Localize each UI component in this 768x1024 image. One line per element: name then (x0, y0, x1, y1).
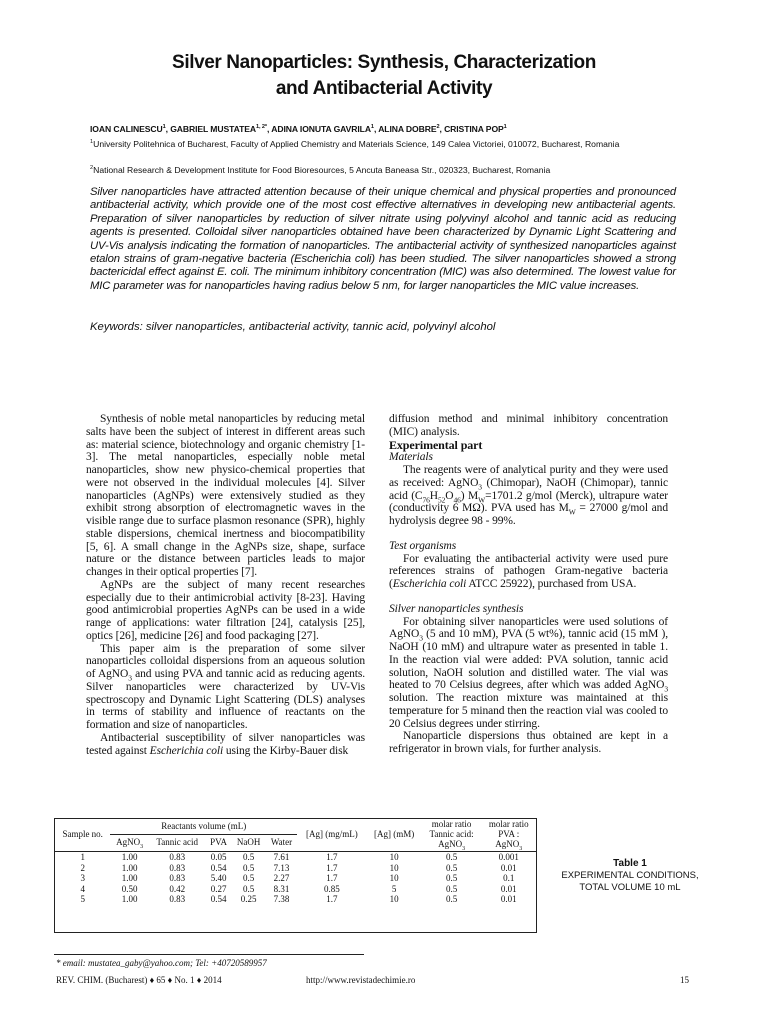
materials-t5: ) M (460, 489, 479, 502)
test-t2: ATCC 25922), purchased from USA. (466, 578, 637, 590)
right-column (389, 413, 668, 756)
ratio-tannic-l1: molar ratio (431, 819, 472, 829)
table-cell: 1.00 (121, 852, 138, 862)
table-caption (548, 858, 712, 894)
table-cell: 10 (389, 894, 399, 904)
intro-paragraph-3 (86, 643, 365, 732)
table-row (55, 852, 536, 863)
table-cell: 1.7 (326, 894, 338, 904)
agno3-label: AgNO (116, 836, 141, 847)
author-2-affil: 1, 2* (255, 124, 267, 131)
th-ratio-tannic (422, 819, 482, 852)
table-cell: 0.1 (503, 873, 515, 883)
ratio-pva-l1: molar ratio (488, 819, 529, 829)
author-5: CRISTINA POP (444, 124, 504, 134)
table-row (55, 863, 536, 874)
ratio-pva-sub: 3 (519, 845, 523, 852)
intro-paragraph-2: AgNPs are the subject of many recent researches especially due to their antimicrobial activity [8-23]. Having good antimicrobial properties AgNPs can be used in a wide range of applications: water filtration [24], catalysis [25], optics [26], medicine [26] and food packaging [27]. (86, 578, 365, 642)
materials-s5: W (478, 494, 486, 504)
synth-t2: (5 and 10 mM), PVA (5 wt%), tannic acid (15 mM ), NaOH (10 mM) and ultrapure water as presented in table 1. In the reaction vial were added: PVA solution, tannic acid solution, NaOH solution and distilled water. The vial was heated to 70 Celsius degrees, after which was added AgNO (389, 628, 668, 692)
title-line-1: Silver Nanoparticles: Synthesis, Characterization (172, 52, 596, 73)
table-cell: 0.5 (243, 873, 255, 883)
synth-t3: solution. The reaction mixture was maintained at this temperature for 5 minand then the reaction vial was cooled to 20 Celsius degrees under stirring. (389, 692, 668, 730)
table-body (55, 852, 536, 905)
paper-title (0, 50, 768, 102)
synthesis-paragraph-2: Nanoparticle dispersions thus obtained are kept in a refrigerator in brown vials, for further analysis. (389, 730, 668, 755)
ratio-pva-l2: PVA : (498, 829, 520, 839)
table-cell: 7.13 (273, 862, 290, 873)
table-cell: 1.00 (121, 873, 138, 883)
synthesis-heading: Silver nanoparticles synthesis (389, 602, 524, 615)
table-cell: 1.7 (326, 873, 338, 883)
affiliation-1 (90, 138, 710, 150)
table-cell: 0.01 (500, 862, 517, 873)
table-row (55, 873, 536, 884)
ratio-pva-l3: AgNO (495, 839, 520, 849)
footnote-rule (54, 954, 364, 955)
table-row (55, 884, 536, 895)
materials-t6: =1701.2 g/mol (Merck), ultrapure water (conductivity 6 MΩ). PVA used has M (389, 489, 668, 515)
table-cell: 1.7 (326, 862, 338, 873)
table-cell: 2 (80, 862, 85, 873)
p4-species: Escherichia coli (149, 744, 224, 757)
p4-text-b: using the Kirby-Bauer disk (223, 744, 349, 757)
table-cell: 5 (391, 883, 397, 894)
keywords: Keywords: silver nanoparticles, antibacterial activity, tannic acid, polyvinyl alcohol (90, 321, 496, 333)
affiliation-1-mark: 1 (90, 139, 94, 146)
th-pva: PVA (210, 836, 227, 847)
table-cell: 0.5 (243, 862, 255, 873)
synth-s2: 3 (664, 684, 668, 694)
ratio-tannic-sub: 3 (462, 845, 466, 852)
agno3-sub: 3 (140, 843, 144, 850)
table-cell: 0.5 (445, 894, 458, 904)
synthesis-paragraph-1 (389, 616, 668, 731)
materials-paragraph (389, 464, 668, 528)
author-3-affil: 1 (370, 124, 374, 131)
table-cell: 10 (389, 873, 399, 883)
table-cell: 1 (80, 852, 85, 862)
footnote: * email: mustatea_gaby@yahoo.com; Tel: +40720589957 (56, 958, 267, 968)
materials-t1: The reagents were of analytical purity and they were used as received: AgNO (389, 464, 668, 489)
affiliation-2-text: National Research & Development Institute for Food Bioresources, 5 Ancuta Baneasa Str., 020323, Bucharest, Romania (93, 165, 551, 175)
table-cell: 0.01 (500, 883, 517, 894)
table-cell: 7.61 (273, 852, 290, 862)
materials-s3: 52 (438, 494, 446, 504)
table-cell: 0.42 (169, 883, 186, 894)
table-cell: 1.7 (326, 852, 338, 862)
data-table (55, 819, 536, 905)
left-column (86, 413, 365, 757)
p3-text-a: This paper aim is the preparation of some silver nanoparticles colloidal dispersions from an aqueous solution of AgNO (86, 642, 365, 680)
p3-text-b: and using PVA and tannic acid as reducing agents. Silver nanoparticles were characterized by UV-Vis spectroscopy and Dynamic Light Scattering (DLS) analyses in terms of stability and influence of reactants on the formation and size of nanoparticles. (86, 668, 365, 731)
table-cell: 0.5 (445, 862, 458, 873)
th-agno3 (110, 834, 148, 849)
table-cell: 1.00 (121, 862, 138, 873)
materials-s6: W (568, 507, 576, 517)
table-cell: 8.31 (273, 883, 290, 894)
journal-url[interactable]: http://www.revistadechimie.ro (306, 975, 416, 985)
materials-t3: H (429, 489, 439, 502)
experimental-heading: Experimental part (389, 437, 483, 452)
table-cell: 0.01 (500, 894, 517, 904)
table-cell: 0.05 (210, 852, 227, 862)
page-number: 15 (680, 975, 689, 985)
affiliation-2-mark: 2 (90, 165, 94, 172)
author-4-affil: 2 (436, 124, 440, 131)
th-water: Water (270, 836, 293, 847)
table-cell: 0.5 (445, 873, 458, 883)
table-cell: 0.54 (210, 862, 227, 873)
author-1: IOAN CALINESCU (90, 124, 163, 134)
materials-t2: (Chimopar), NaOH (Chimopar), tannic acid (C (389, 476, 669, 502)
table-cell: 5.40 (210, 873, 227, 883)
table-cell: 0.54 (210, 894, 227, 904)
ratio-tannic-l3: AgNO (438, 839, 463, 849)
th-ratio-pva (482, 819, 537, 852)
table-cell: 0.5 (445, 852, 458, 862)
materials-heading: Materials (389, 451, 433, 464)
th-tannic: Tannic acid (156, 836, 199, 847)
author-5-affil: 1 (503, 124, 507, 131)
synth-t1: For obtaining silver nanoparticles were used solutions of AgNO (389, 615, 668, 641)
table-cell: 0.83 (169, 862, 186, 873)
journal-citation: REV. CHIM. (Bucharest) ♦ 65 ♦ No. 1 ♦ 2014 (56, 975, 222, 985)
intro-paragraph-4 (86, 732, 365, 758)
author-2: GABRIEL MUSTATEA (170, 124, 256, 134)
table-cell: 2.27 (273, 873, 290, 883)
test-t1: For evaluating the antibacterial activity were used pure references strains of pathogen Gram-negative bacteria ( (389, 552, 668, 590)
author-1-affil: 1 (162, 124, 166, 131)
test-species: Escherichia coli (392, 578, 467, 590)
materials-s4: 46 (453, 494, 461, 504)
materials-t7: = 27000 g/mol and hydrolysis degree 98 - 99%. (389, 502, 668, 527)
table-row (55, 894, 536, 905)
table-cell: 0.83 (169, 873, 186, 883)
ratio-tannic-l2: Tannic acid: (429, 829, 474, 839)
th-sample: Sample no. (62, 829, 103, 839)
table-cell: 0.001 (498, 852, 519, 862)
table-cell: 5 (80, 894, 85, 904)
table-cell: 0.5 (445, 883, 458, 894)
table-cell: 3 (80, 873, 85, 883)
table-cell: 10 (389, 852, 399, 862)
intro-paragraph-1: Synthesis of noble metal nanoparticles by reducing metal salts have been the subject of interest in different areas such as: material science, biotechnology and organic chemistry [1-3]. The metal nanoparticles, especially noble metal nanoparticles, show new physico-chemical properties that were not observed in the individual molecules [4]. Silver nanoparticles (AgNPs) were extensively studied as they exhibit strong absorption of electromagnetic waves in the visible range due to surface plasmon resonance (SPR), highly stable dispersions, chemical inertness and biocompatibility [5, 6]. A small change in the AgNPs size, shape, surface nature or the distance between particles leads to major changes in their optical properties [7]. (86, 413, 365, 578)
table-cell: 0.85 (324, 883, 340, 894)
p4-text-a: Antibacterial susceptibility of silver nanoparticles was tested against (86, 731, 365, 757)
th-naoh: NaOH (236, 836, 261, 847)
table-cell: 0.5 (243, 883, 255, 894)
author-list: IOAN CALINESCU$^1$, GABRIEL $MUSTATEA^{1, 2*}$, ADINA IONUTA GAVRILA$^1$, ALINA DOBRE$^2$, CRISTINA POP$^1$ (90, 124, 507, 134)
continuation-paragraph: diffusion method and minimal inhibitory concentration (MIC) analysis. (389, 413, 668, 438)
table-number: Table 1 (613, 858, 647, 869)
table-caption-line-1: EXPERIMENTAL CONDITIONS, (561, 870, 699, 881)
table-cell: 0.27 (210, 883, 227, 894)
table-cell: 10 (389, 862, 399, 873)
table-cell: 0.83 (169, 894, 186, 904)
th-ag-mm: [Ag] (mM) (373, 829, 415, 839)
test-organisms-heading: Test organisms (389, 539, 457, 552)
th-ag-mgml: [Ag] (mg/mL) (306, 829, 358, 839)
abstract: Silver nanoparticles have attracted attention because of their unique chemical and physical properties and pronounced antibacterial activity, which provide one of the most cost effective alternatives in developing new antibacterial agents. Preparation of silver nanoparticles by reduction of silver nitrate using polyvinyl alcohol and tannic acid as reducing agents is presented. Colloidal silver nanoparticles obtained have been characterized by Dynamic Light Scattering and UV-Vis analysis indicating the formation of nanoparticles. The antibacterial activity of synthesized nanoparticles against etalon strains of gram-negative bacteria (Escherichia coli) has been studied. The silver nanoparticles showed a strong bactericidal effect against E. coli. The minimum inhibitory concentration (MIC) was also determined. The lowest value for MIC parameter was for nanoparticles having radius below 5 nm, for larger nanoparticles the MIC value increases. (90, 186, 676, 292)
table-cell: 0.83 (169, 852, 186, 862)
table-cell: 7.38 (273, 894, 290, 904)
th-reactants-group: Reactants volume (mL) (110, 819, 297, 834)
table-caption-line-2: TOTAL VOLUME 10 mL (579, 882, 681, 893)
materials-s1: 3 (478, 482, 482, 492)
test-organisms-paragraph (389, 553, 668, 591)
synth-s1: 3 (419, 633, 423, 643)
materials-s2: 76 (422, 494, 430, 504)
table-cell: 4 (80, 883, 85, 894)
table-cell: 1.00 (121, 894, 138, 904)
author-4: ALINA DOBRE (378, 124, 437, 134)
table-cell: 0.50 (121, 883, 138, 894)
affiliation-1-text: University Politehnica of Bucharest, Faculty of Applied Chemistry and Materials Science, 149 Calea Victoriei, 010072, Bucharest, Romania (93, 139, 620, 149)
experimental-conditions-table (54, 818, 537, 933)
title-line-2: and Antibacterial Activity (275, 78, 493, 99)
table-cell: 0.25 (240, 894, 257, 904)
table-cell: 0.5 (243, 852, 255, 862)
materials-t4: O (445, 489, 454, 502)
affiliation-2 (90, 164, 710, 176)
author-3: ADINA IONUTA GAVRILA (271, 124, 371, 134)
p3-subscript: 3 (128, 673, 132, 683)
